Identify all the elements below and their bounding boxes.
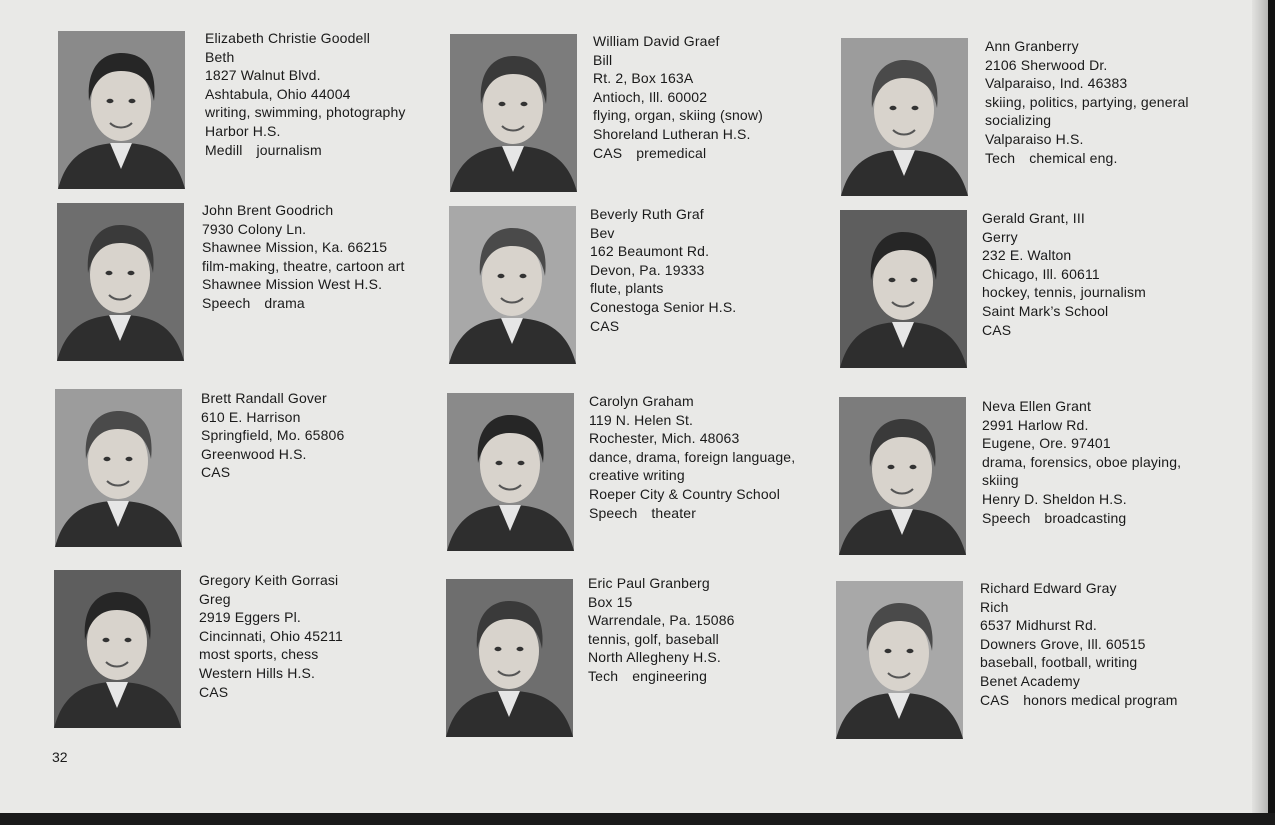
student-major: journalism [256, 141, 322, 158]
student-name: Gerald Grant, III [982, 210, 1085, 226]
student-address-line: Devon, Pa. 19333 [590, 261, 705, 278]
page-spine-shadow [1252, 0, 1268, 813]
student-address-line: 232 E. Walton [982, 247, 1072, 264]
student-info [205, 29, 406, 159]
student-address-line: 119 N. Helen St. [589, 411, 694, 428]
student-address-line: Box 15 [588, 593, 633, 610]
student-portrait [446, 579, 573, 737]
student-high-school: Saint Mark’s School [982, 302, 1109, 319]
student-division: CAS [593, 144, 623, 161]
student-nickname: Beth [205, 48, 235, 65]
student-address-line: 162 Beaumont Rd. [590, 243, 710, 260]
student-division: CAS [982, 321, 1012, 338]
student-portrait [447, 393, 574, 551]
page-number: 32 [52, 749, 68, 765]
student-high-school: Greenwood H.S. [201, 445, 307, 462]
student-interests-line: flying, organ, skiing (snow) [593, 107, 763, 124]
student-address-line: Downers Grove, Ill. 60515 [980, 635, 1146, 652]
student-interests-line: drama, forensics, oboe playing, [982, 453, 1182, 470]
student-high-school: Shoreland Lutheran H.S. [593, 125, 751, 142]
student-portrait [841, 38, 968, 196]
student-major: drama [264, 294, 305, 311]
student-interests-line: most sports, chess [199, 646, 319, 663]
student-division: Medill [205, 141, 243, 158]
student-address-line: Ashtabula, Ohio 44004 [205, 85, 351, 102]
student-interests-line: skiing [982, 472, 1019, 489]
student-division: Tech [985, 149, 1016, 166]
student-high-school: Henry D. Sheldon H.S. [982, 490, 1127, 507]
student-name: Neva Ellen Grant [982, 398, 1092, 414]
student-major: theater [651, 504, 697, 521]
student-address-line: 2919 Eggers Pl. [199, 609, 301, 626]
student-college-program [589, 504, 795, 523]
student-info [593, 32, 763, 162]
student-info [982, 397, 1181, 527]
student-portrait [57, 203, 184, 361]
student-address-line: Warrendale, Pa. 15086 [588, 612, 735, 629]
student-address-line: 2991 Harlow Rd. [982, 416, 1089, 433]
student-interests-line: creative writing [589, 467, 685, 484]
student-portrait [450, 34, 577, 192]
student-division: Speech [589, 504, 638, 521]
student-nickname: Gerry [982, 228, 1018, 245]
student-interests-line: skiing, politics, partying, general [985, 93, 1189, 110]
student-division: Speech [202, 294, 251, 311]
student-address-line: 2106 Sherwood Dr. [985, 56, 1108, 73]
student-major: broadcasting [1044, 509, 1127, 526]
student-division: Tech [588, 667, 619, 684]
student-info [985, 37, 1189, 167]
student-college-program [588, 667, 735, 686]
student-major: premedical [636, 144, 707, 161]
student-info [982, 209, 1146, 339]
student-portrait [55, 389, 182, 547]
student-college-program [590, 317, 736, 336]
student-college-program [982, 509, 1181, 528]
student-info [201, 389, 344, 482]
student-info [588, 574, 735, 686]
student-portrait [54, 570, 181, 728]
student-nickname: Greg [199, 590, 231, 607]
student-name: John Brent Goodrich [202, 202, 334, 218]
student-major: chemical eng. [1029, 149, 1118, 166]
student-name: Eric Paul Granberg [588, 575, 710, 591]
student-portrait [58, 31, 185, 189]
student-interests-line: dance, drama, foreign language, [589, 448, 796, 465]
student-address-line: 610 E. Harrison [201, 408, 301, 425]
student-college-program [982, 321, 1146, 340]
student-high-school: North Allegheny H.S. [588, 649, 721, 666]
student-name: Brett Randall Gover [201, 390, 327, 406]
student-college-program [201, 463, 344, 482]
student-name: Richard Edward Gray [980, 580, 1117, 596]
student-address-line: 1827 Walnut Blvd. [205, 67, 321, 84]
student-high-school: Roeper City & Country School [589, 485, 780, 502]
student-address-line: 7930 Colony Ln. [202, 220, 307, 237]
student-info [199, 571, 343, 701]
student-portrait [449, 206, 576, 364]
student-address-line: Valparaiso, Ind. 46383 [985, 75, 1128, 92]
student-high-school: Western Hills H.S. [199, 664, 316, 681]
student-address-line: 6537 Midhurst Rd. [980, 617, 1097, 634]
student-nickname: Bill [593, 51, 613, 68]
student-name: Elizabeth Christie Goodell [205, 30, 370, 46]
student-interests-line: flute, plants [590, 280, 664, 297]
student-interests-line: baseball, football, writing [980, 654, 1138, 671]
student-portrait [839, 397, 966, 555]
student-address-line: Shawnee Mission, Ka. 66215 [202, 239, 388, 256]
scan-bottom-edge [0, 813, 1275, 825]
student-name: Gregory Keith Gorrasi [199, 572, 339, 588]
student-high-school: Harbor H.S. [205, 122, 281, 139]
student-college-program [199, 683, 343, 702]
student-info [980, 579, 1178, 709]
student-college-program [593, 144, 763, 163]
student-address-line: Cincinnati, Ohio 45211 [199, 627, 343, 644]
student-interests-line: tennis, golf, baseball [588, 630, 719, 647]
student-interests-line: hockey, tennis, journalism [982, 284, 1146, 301]
student-address-line: Springfield, Mo. 65806 [201, 427, 345, 444]
student-division: CAS [199, 683, 229, 700]
student-college-program [985, 149, 1189, 168]
student-college-program [202, 294, 405, 313]
student-info [589, 392, 795, 522]
student-interests-line: writing, swimming, photography [205, 104, 406, 121]
student-name: Carolyn Graham [589, 393, 694, 409]
student-address-line: Rochester, Mich. 48063 [589, 430, 740, 447]
student-address-line: Antioch, Ill. 60002 [593, 88, 708, 105]
student-high-school: Shawnee Mission West H.S. [202, 276, 383, 293]
student-college-program [205, 141, 406, 160]
student-address-line: Rt. 2, Box 163A [593, 70, 694, 87]
student-major: engineering [632, 667, 708, 684]
student-high-school: Benet Academy [980, 672, 1081, 689]
student-portrait [836, 581, 963, 739]
student-major: honors medical program [1023, 691, 1178, 708]
student-division: CAS [980, 691, 1010, 708]
student-high-school: Conestoga Senior H.S. [590, 298, 737, 315]
student-name: Beverly Ruth Graf [590, 206, 704, 222]
student-college-program [980, 691, 1178, 710]
student-name: William David Graef [593, 33, 720, 49]
student-address-line: Eugene, Ore. 97401 [982, 435, 1111, 452]
student-name: Ann Granberry [985, 38, 1079, 54]
student-high-school: Valparaiso H.S. [985, 130, 1084, 147]
student-interests-line: film-making, theatre, cartoon art [202, 257, 405, 274]
student-address-line: Chicago, Ill. 60611 [982, 265, 1100, 282]
student-info [590, 205, 736, 335]
student-division: Speech [982, 509, 1031, 526]
student-info [202, 201, 405, 313]
student-nickname: Bev [590, 224, 615, 241]
student-interests-line: socializing [985, 112, 1052, 129]
student-division: CAS [201, 464, 231, 481]
student-portrait [840, 210, 967, 368]
student-nickname: Rich [980, 598, 1009, 615]
student-division: CAS [590, 317, 620, 334]
